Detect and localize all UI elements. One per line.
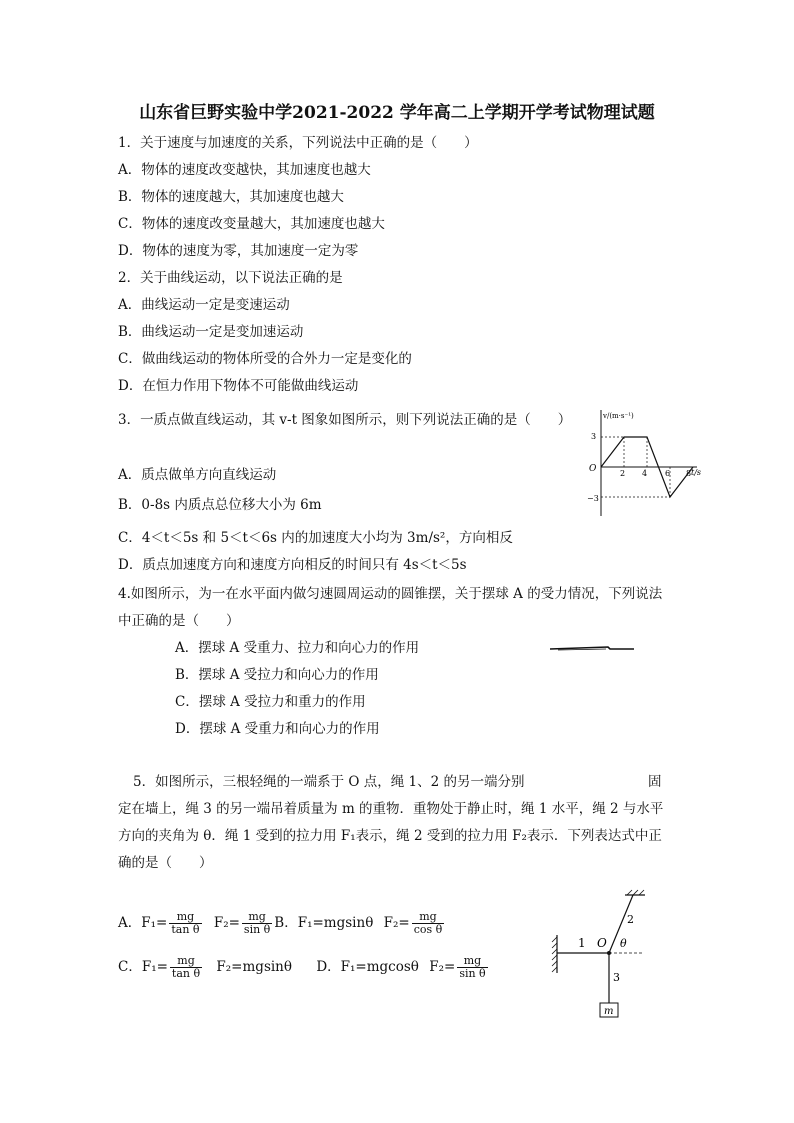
ceiling-hatch	[627, 890, 644, 895]
vt-xlabel: t/s	[691, 468, 702, 477]
q5-line-3: 方向的夹角为 θ．绳 1 受到的拉力用 F₁表示，绳 2 受到的拉力用 F₂表示．下列表达式中正	[118, 828, 662, 844]
q2-option-c: C．做曲线运动的物体所受的合外力一定是变化的	[118, 351, 412, 367]
q5-a-f2-label: F₂=	[213, 915, 240, 931]
point-o-label: O	[597, 936, 607, 950]
q3-option-a: A．质点做单方向直线运动	[118, 467, 277, 483]
q5-options-cd	[118, 952, 490, 982]
q5-line-4: 确的是（ ）	[118, 855, 213, 871]
q1-option-c: C．物体的速度改变量越大，其加速度也越大	[118, 216, 385, 232]
left-wall-hatch	[552, 937, 557, 972]
q5-c-f1-label: C．F₁=	[118, 959, 168, 975]
vt-ytick-neg: −3	[587, 494, 599, 503]
rope-2-label: 2	[627, 913, 634, 926]
fraction-mg-tan: $\frac{mg}{\text{tan θ}}$	[171, 910, 200, 936]
q5-options-ab	[118, 908, 446, 938]
q1-option-a: A．物体的速度改变越快，其加速度也越大	[118, 162, 371, 178]
q3-option-d: D．质点加速度方向和速度方向相反的时间只有 4s＜t＜5s	[118, 557, 467, 573]
q5-line-2: 定在墙上，绳 3 的另一端吊着质量为 m 的重物．重物处于静止时，绳 1 水平，绳 2 与水平	[118, 801, 664, 817]
q4-option-d: D．摆球 A 受重力和向心力的作用	[175, 721, 380, 737]
q1-option-d: D．物体的速度为零，其加速度一定为零	[118, 243, 359, 259]
q5-b-f2-label: F₂=	[383, 915, 410, 931]
q4-stem-1: 4.如图所示，为一在水平面内做匀速圆周运动的圆锥摆，关于摆球 A 的受力情况，下列说法	[118, 586, 663, 602]
fraction-mg-sin: $\frac{mg}{\text{sin θ}}$	[243, 910, 271, 936]
vt-graph	[585, 408, 715, 520]
rope-1-label: 1	[578, 936, 586, 950]
q5-line-1-end: 固	[648, 774, 662, 790]
q5-d-f2-label: F₂=	[429, 959, 456, 975]
q3-option-b: B．0-8s 内质点总位移大小为 6m	[118, 497, 322, 513]
q3-stem: 3．一质点做直线运动，其 v-t 图象如图所示，则下列说法正确的是（ ）	[118, 412, 572, 428]
q5-line-1: 5．如图所示，三根轻绳的一端系于 O 点，绳 1、2 的另一端分别	[133, 774, 525, 790]
vt-ytick-pos: 3	[591, 432, 597, 441]
vt-xtick-8: 8	[686, 469, 692, 478]
vt-xtick-2: 2	[620, 469, 626, 478]
fraction-mg-sin: $\frac{mg}{\text{sin θ}}$	[459, 954, 486, 980]
rope-3-label: 3	[613, 971, 620, 984]
vt-xtick-6: 6	[665, 469, 671, 478]
q2-option-b: B．曲线运动一定是变加速运动	[118, 324, 304, 340]
q4-option-c: C．摆球 A 受拉力和重力的作用	[175, 694, 366, 710]
angle-label: θ	[620, 937, 627, 950]
q3-option-c: C．4＜t＜5s 和 5＜t＜6s 内的加速度大小均为 3m/s²，方向相反	[118, 530, 513, 546]
q4-option-a: A．摆球 A 受重力、拉力和向心力的作用	[175, 640, 420, 656]
vt-ylabel: v/(m·s⁻¹)	[603, 412, 634, 420]
point-o	[607, 951, 611, 955]
q5-b-f1-label: B．F₁=mgsinθ	[274, 915, 374, 931]
q4-option-b: B．摆球 A 受拉力和向心力的作用	[175, 667, 379, 683]
q2-option-a: A．曲线运动一定是变速运动	[118, 297, 290, 313]
vt-origin: O	[589, 464, 597, 474]
conical-pendulum-figure-fragment	[548, 644, 638, 654]
page-title: 山东省巨野实验中学2021-2022 学年高二上学期开学考试物理试题	[139, 103, 655, 123]
q2-stem: 2．关于曲线运动，以下说法正确的是	[118, 270, 343, 286]
q4-stem-2: 中正确的是（ ）	[118, 613, 240, 629]
q5-a-f1-label: A．F₁=	[118, 915, 168, 931]
vt-xtick-4: 4	[642, 469, 648, 478]
q5-c-f2-label: F₂=mgsinθ	[216, 959, 293, 975]
q1-option-b: B．物体的速度越大，其加速度也越大	[118, 189, 344, 205]
q2-option-d: D．在恒力作用下物体不可能做曲线运动	[118, 378, 359, 394]
q1-stem: 1．关于速度与加速度的关系，下列说法中正确的是（ ）	[118, 135, 478, 151]
fraction-mg-cos: $\frac{mg}{\text{cos θ}}$	[413, 910, 443, 936]
rope-figure	[545, 885, 685, 1020]
mass-label: m	[604, 1006, 614, 1017]
q5-d-f1-label: D．F₁=mgcosθ	[316, 959, 419, 975]
fraction-mg-tan: $\frac{mg}{\text{tan θ}}$	[171, 954, 201, 980]
